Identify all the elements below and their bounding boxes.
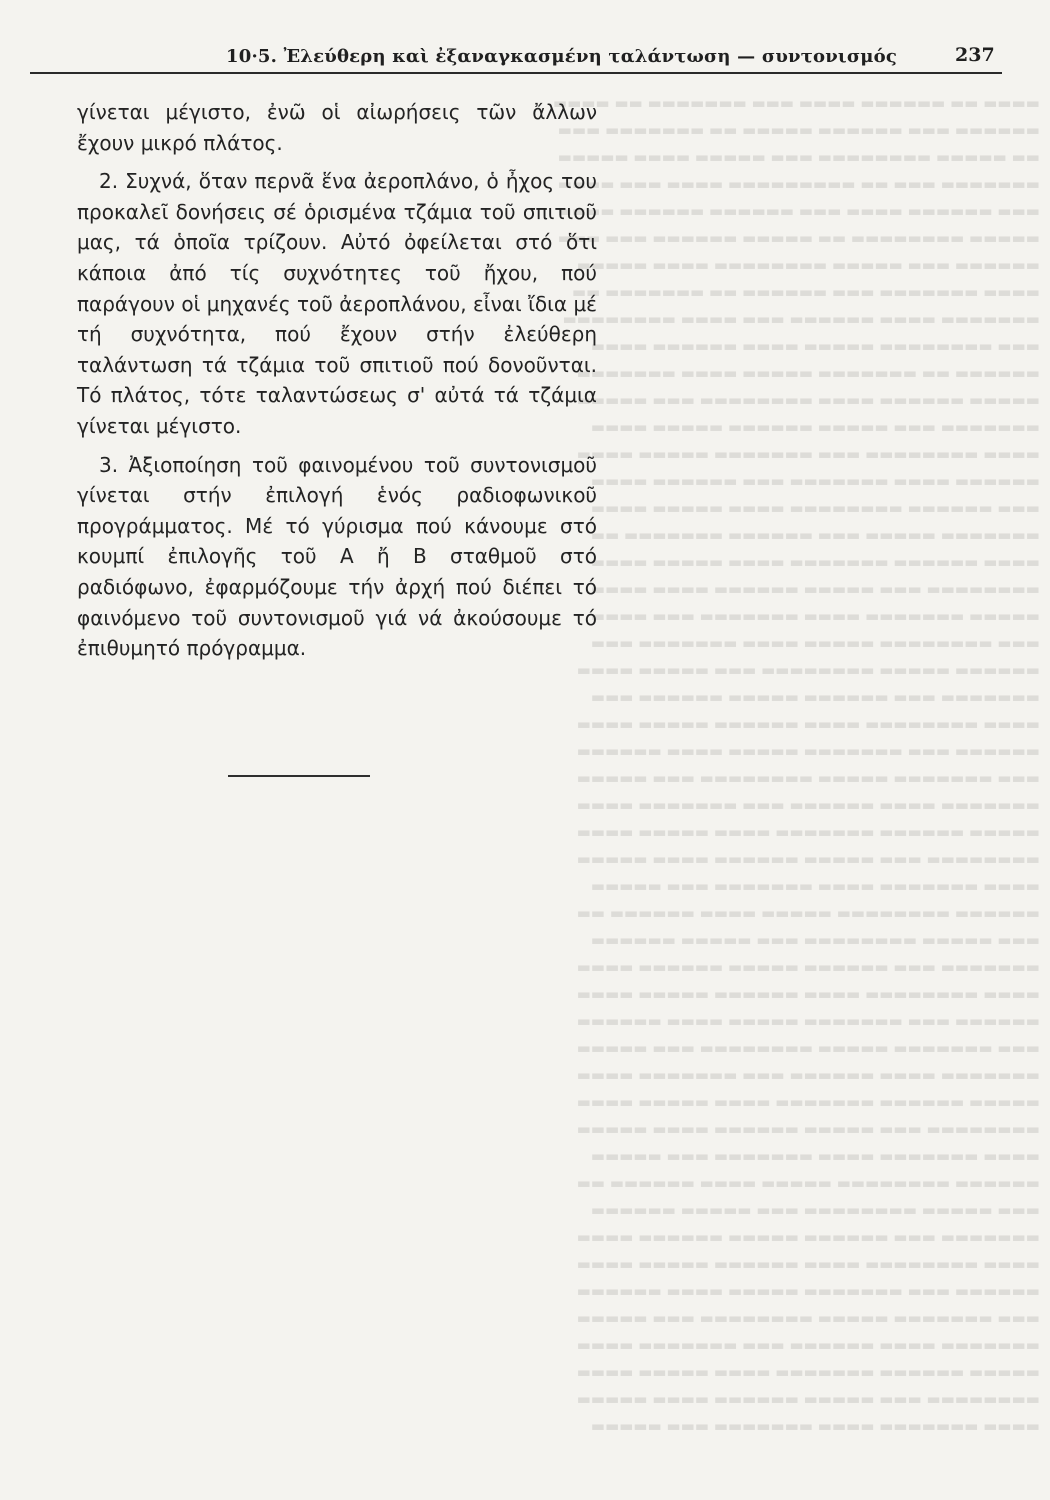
body-text (77, 97, 597, 664)
section-heading: 10·5. Ἐλεύθερη καὶ ἐξαναγκασμένη ταλάντωση — συντονισμός (226, 46, 898, 67)
section-end-rule (228, 775, 370, 777)
header-rule (30, 72, 1002, 74)
page-number: 237 (955, 44, 995, 66)
continued-paragraph: γίνεται μέγιστο, ἐνῶ οἱ αἰωρήσεις τῶν ἄλλων ἔχουν μικρό πλάτος. (77, 100, 597, 155)
paragraph-2: 2. Συχνά, ὅταν περνᾶ ἕνα ἀεροπλάνο, ὁ ἦχος του προκαλεῖ δονήσεις σέ ὁρισμένα τζάμια τοῦ σπιτιοῦ μας, τά ὁποῖα τρίζουν. Αὐτό ὀφείλεται στό ὅτι κάποια ἀπό τίς συχνότητες τοῦ ἤχου, πού παράγουν οἱ μηχανές τοῦ ἀεροπλάνου, εἶναι ἴδια μέ τή συχνότητα, πού ἔχουν στήν ἐλεύθερη ταλάντωση τά τζάμια τοῦ σπιτιοῦ πού δονοῦνται. Τό πλάτος, τότε ταλαντώσεως σ' αὐτά τά τζάμια γίνεται μέγιστο. (77, 169, 597, 438)
paragraph-3: 3. Ἀξιοποίηση τοῦ φαινομένου τοῦ συντονισμοῦ γίνεται στήν ἐπιλογή ἑνός ραδιοφωνικοῦ προγράμματος. Μέ τό γύρισμα πού κάνουμε στό κουμπί ἐπιλογῆς τοῦ Α ἤ Β σταθμοῦ στό ραδιόφωνο, ἐφαρμόζουμε τήν ἀρχή πού διέπει τό φαινόμενο τοῦ συντονισμοῦ γιά νά ἀκούσουμε τό ἐπιθυμητό πρόγραμμα. (77, 452, 597, 661)
reverse-page-bleed-through: ▬▬▬▬ ▬▬ ▬▬▬▬▬▬ ▬▬▬▬ ▬▬▬ ▬▬▬▬▬▬▬ ▬▬ ▬▬▬▬ ▬▬▬▬▬▬ ▬▬▬ ▬▬▬▬▬▬ ▬▬▬▬▬ ▬▬ ▬▬▬▬▬▬▬ ▬▬▬ ▬▬ ▬▬▬▬▬ ▬▬▬▬▬▬▬▬ ▬▬▬ ▬▬▬▬▬ ▬▬▬▬ ▬▬▬▬▬ ▬▬▬▬▬▬▬ ▬▬▬ ▬▬ ▬▬▬▬▬▬▬▬▬ ▬▬▬▬ ▬▬▬ ▬▬▬▬ ▬▬▬ ▬▬▬▬▬▬ ▬▬▬▬ ▬▬▬ ▬▬▬▬▬▬ ▬▬▬▬▬▬ ▬▬▬▬ ▬▬▬▬▬ ▬▬▬▬▬▬▬▬ ▬▬ ▬▬▬▬▬ ▬▬▬▬▬▬ ▬▬▬ ▬▬▬ ▬▬▬▬▬▬ ▬▬▬ ▬▬▬▬▬ ▬▬▬▬▬▬▬▬ ▬▬▬▬ ▬▬▬▬▬ ▬▬▬▬ ▬▬▬▬▬▬▬ ▬▬▬ ▬▬▬▬▬▬ ▬▬ ▬▬▬▬▬▬▬ ▬▬ ▬▬▬▬▬▬▬ ▬▬▬▬ ▬▬▬▬▬▬ ▬▬▬ ▬▬▬▬ ▬▬▬▬▬▬▬▬ ▬▬▬ ▬▬▬▬▬▬▬▬ ▬▬▬▬▬ ▬▬▬▬ ▬▬▬▬▬▬ ▬▬▬▬ ▬▬▬▬▬▬ ▬▬ ▬▬▬▬▬▬▬ ▬▬▬▬▬ ▬▬▬▬ ▬▬▬▬▬▬▬ ▬▬▬▬▬ ▬▬▬▬▬▬ ▬▬▬▬ ▬▬▬▬▬▬▬▬ ▬▬▬ ▬▬▬▬▬ ▬▬▬▬▬▬▬ ▬▬▬ ▬▬▬▬▬ ▬▬▬▬▬▬ ▬▬▬▬▬ ▬▬▬▬ ▬▬▬▬ ▬▬▬▬▬▬▬▬ ▬▬▬ ▬▬▬▬▬▬▬ ▬▬▬▬▬ ▬▬▬▬ ▬▬▬▬▬▬ ▬▬▬▬ ▬▬▬▬▬▬▬ ▬▬▬ ▬▬▬▬▬▬ ▬▬▬▬ ▬▬▬ ▬▬▬▬▬▬ ▬▬▬▬▬▬▬▬ ▬▬▬▬ ▬▬▬▬▬ ▬▬▬▬ ▬▬▬▬▬▬▬ ▬▬▬▬▬ ▬▬▬ ▬▬▬▬▬▬ ▬▬▬▬▬▬▬ ▬▬ ▬▬▬▬ ▬▬▬▬▬▬ ▬▬▬▬▬▬▬ ▬▬▬▬ ▬▬▬▬▬ ▬▬▬▬ ▬▬▬▬▬▬▬▬ ▬▬▬ ▬▬▬▬▬ ▬▬▬▬▬▬ ▬▬▬▬ ▬▬▬▬ ▬▬▬▬▬ ▬▬▬▬▬▬▬ ▬▬▬▬ ▬▬▬▬▬▬▬ ▬▬▬ ▬▬▬▬ ▬▬▬ ▬▬▬▬▬▬▬▬ ▬▬▬▬▬ ▬▬▬▬ ▬▬▬▬▬▬▬ ▬▬▬ ▬▬▬▬▬▬ ▬▬▬▬▬ ▬▬▬▬▬▬▬▬ ▬▬▬ ▬▬▬▬▬ ▬▬▬▬ ▬▬▬▬▬▬▬ ▬▬▬ ▬▬▬▬▬▬ ▬▬▬▬▬ ▬▬▬▬▬▬ ▬▬▬ ▬▬▬▬ ▬▬▬▬▬▬▬▬ ▬▬▬▬ ▬▬▬▬▬▬ ▬▬▬▬▬ ▬▬▬▬ ▬▬▬▬▬▬ ▬▬▬ ▬▬▬▬▬▬▬ ▬▬▬▬▬ ▬▬▬▬ ▬▬▬▬▬▬ ▬▬▬ ▬▬▬▬▬▬▬ ▬▬▬▬▬ ▬▬▬▬▬▬▬▬ ▬▬▬ ▬▬▬▬▬ ▬▬▬▬▬▬▬ ▬▬▬▬ ▬▬▬▬▬▬ ▬▬▬ ▬▬▬▬▬▬▬ ▬▬▬▬ ▬▬▬▬▬ ▬▬▬▬▬▬ ▬▬▬▬▬▬▬ ▬▬▬▬ ▬▬▬▬▬ ▬▬▬▬ ▬▬▬▬▬▬▬▬ ▬▬▬ ▬▬▬▬▬ ▬▬▬▬▬▬ ▬▬▬▬ ▬▬▬▬▬ ▬▬▬▬ ▬▬▬▬▬▬▬ ▬▬▬▬ ▬▬▬▬▬▬▬ ▬▬▬ ▬▬▬▬▬ ▬▬▬▬▬▬ ▬▬▬▬▬▬▬▬ ▬▬▬▬▬ ▬▬▬▬ ▬▬▬▬▬▬ ▬▬ ▬▬▬ ▬▬▬▬▬ ▬▬▬▬▬▬▬▬ ▬▬▬ ▬▬▬▬▬ ▬▬▬▬▬▬ ▬▬▬▬▬▬▬ ▬▬▬ ▬▬▬▬▬▬ ▬▬▬▬▬ ▬▬▬▬▬▬ ▬▬▬▬ ▬▬▬▬ ▬▬▬▬▬▬▬▬ ▬▬▬▬ ▬▬▬▬▬▬ ▬▬▬▬▬ ▬▬▬▬ ▬▬▬▬▬▬ ▬▬▬ ▬▬▬▬▬▬▬ ▬▬▬▬▬ ▬▬▬▬ ▬▬▬▬▬▬ ▬▬▬ ▬▬▬▬▬▬▬ ▬▬▬▬▬ ▬▬▬▬▬▬▬▬ ▬▬▬ ▬▬▬▬▬ ▬▬▬▬▬▬▬ ▬▬▬▬ ▬▬▬▬▬▬ ▬▬▬ ▬▬▬▬▬▬▬ ▬▬▬▬ ▬▬▬▬▬ ▬▬▬▬▬▬ ▬▬▬▬▬▬▬ ▬▬▬▬ ▬▬▬▬▬ ▬▬▬▬ ▬▬▬▬▬▬▬▬ ▬▬▬ ▬▬▬▬▬ ▬▬▬▬▬▬ ▬▬▬▬ ▬▬▬▬▬ ▬▬▬▬ ▬▬▬▬▬▬▬ ▬▬▬▬ ▬▬▬▬▬▬▬ ▬▬▬ ▬▬▬▬▬ ▬▬▬▬▬▬ ▬▬▬▬▬▬▬▬ ▬▬▬▬▬ ▬▬▬▬ ▬▬▬▬▬▬ ▬▬ ▬▬▬ ▬▬▬▬▬ ▬▬▬▬▬▬▬▬ ▬▬▬ ▬▬▬▬▬ ▬▬▬▬▬▬ ▬▬▬▬▬▬▬ ▬▬▬ ▬▬▬▬▬▬ ▬▬▬▬▬ ▬▬▬▬▬▬ ▬▬▬▬ ▬▬▬▬ ▬▬▬▬▬▬▬▬ ▬▬▬▬ ▬▬▬▬▬▬ ▬▬▬▬▬ ▬▬▬▬ ▬▬▬▬▬▬ ▬▬▬ ▬▬▬▬▬▬▬ ▬▬▬▬▬ ▬▬▬▬ ▬▬▬▬▬▬ ▬▬▬ ▬▬▬▬▬▬▬ ▬▬▬▬▬ ▬▬▬▬▬▬▬▬ ▬▬▬ ▬▬▬▬▬ ▬▬▬▬▬▬▬ ▬▬▬▬ ▬▬▬▬▬▬ ▬▬▬ ▬▬▬▬▬▬▬ ▬▬▬▬ ▬▬▬▬▬ ▬▬▬▬▬▬ ▬▬▬▬▬▬▬ ▬▬▬▬ ▬▬▬▬▬ ▬▬▬▬ ▬▬▬▬▬▬▬▬ ▬▬▬ ▬▬▬▬▬ ▬▬▬▬▬▬ ▬▬▬▬ ▬▬▬▬▬ ▬▬▬▬ ▬▬▬▬▬▬▬ ▬▬▬▬ ▬▬▬▬▬▬▬ ▬▬▬ ▬▬▬▬▬ (553, 94, 1040, 1435)
